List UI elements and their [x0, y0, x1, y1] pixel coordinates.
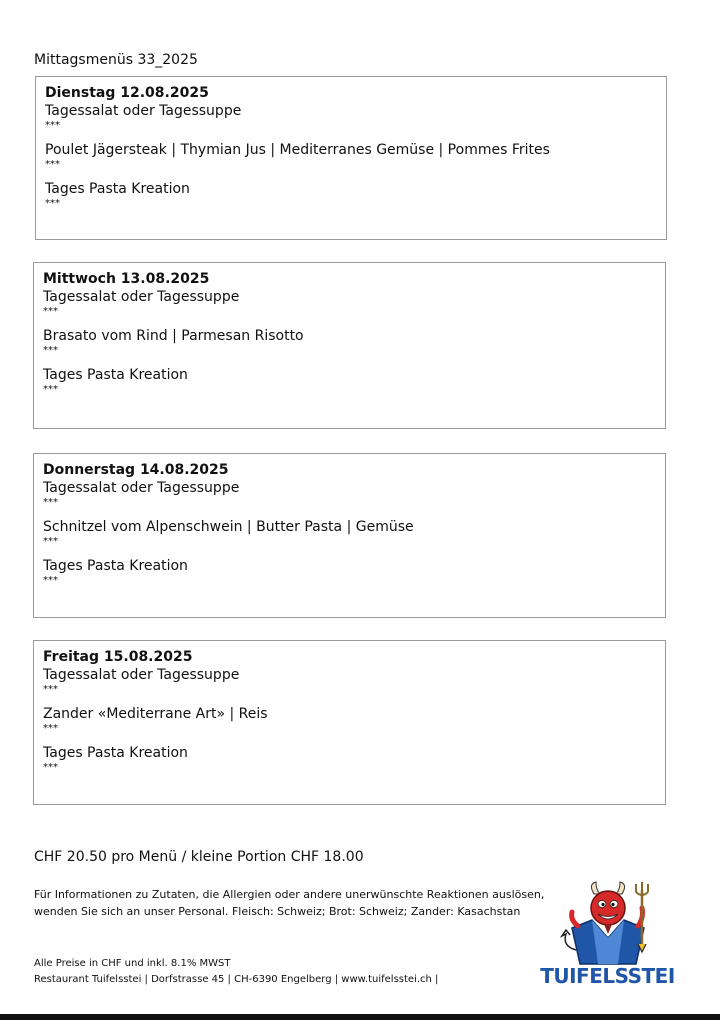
menu-line-starter: Tagessalat oder Tagessuppe: [43, 289, 240, 305]
price-info: CHF 20.50 pro Menü / kleine Portion CHF 18.00: [34, 849, 364, 865]
restaurant-logo: [540, 880, 675, 995]
devil-mascot-icon: [540, 880, 675, 966]
day-title: Freitag 15.08.2025: [43, 649, 193, 665]
day-menu-box-friday: [33, 640, 666, 805]
allergen-info: [34, 886, 554, 920]
separator: ***: [45, 120, 60, 131]
separator: ***: [45, 198, 60, 209]
menu-line-starter: Tagessalat oder Tagessuppe: [43, 480, 240, 496]
menu-line-pasta: Tages Pasta Kreation: [43, 367, 188, 383]
bottom-border: [0, 1014, 720, 1020]
page-title: Mittagsmenüs 33_2025: [34, 52, 198, 68]
separator: ***: [45, 159, 60, 170]
day-menu-box-wednesday: [33, 262, 666, 429]
day-title: Mittwoch 13.08.2025: [43, 271, 210, 287]
menu-line-pasta: Tages Pasta Kreation: [43, 745, 188, 761]
separator: ***: [43, 384, 58, 395]
allergen-info-line: Für Informationen zu Zutaten, die Allergien oder andere unerwünschte Reaktionen auslösen,: [34, 888, 545, 901]
menu-line-main: Zander «Mediterrane Art» | Reis: [43, 706, 268, 722]
separator: ***: [43, 684, 58, 695]
day-title: Dienstag 12.08.2025: [45, 85, 209, 101]
separator: ***: [43, 306, 58, 317]
footer-vat-note: Alle Preise in CHF und inkl. 8.1% MWST: [34, 958, 231, 969]
separator: ***: [43, 723, 58, 734]
menu-line-starter: Tagessalat oder Tagessuppe: [45, 103, 242, 119]
footer: [34, 956, 438, 988]
separator: ***: [43, 762, 58, 773]
separator: ***: [43, 536, 58, 547]
menu-line-starter: Tagessalat oder Tagessuppe: [43, 667, 240, 683]
separator: ***: [43, 575, 58, 586]
separator: ***: [43, 497, 58, 508]
menu-line-pasta: Tages Pasta Kreation: [45, 181, 190, 197]
logo-wordmark: TUIFELSSTEI: [540, 964, 675, 988]
allergen-info-line: wenden Sie sich an unser Personal. Fleisch: Schweiz; Brot: Schweiz; Zander: Kasachstan: [34, 905, 521, 918]
menu-line-main: Brasato vom Rind | Parmesan Risotto: [43, 328, 304, 344]
menu-line-main: Schnitzel vom Alpenschwein | Butter Pasta | Gemüse: [43, 519, 414, 535]
day-menu-box-thursday: [33, 453, 666, 618]
day-menu-box-tuesday: [35, 76, 667, 240]
footer-address: Restaurant Tuifelsstei | Dorfstrasse 45 | CH-6390 Engelberg | www.tuifelsstei.ch |: [34, 974, 439, 985]
separator: ***: [43, 345, 58, 356]
day-title: Donnerstag 14.08.2025: [43, 462, 229, 478]
menu-line-main: Poulet Jägersteak | Thymian Jus | Mediterranes Gemüse | Pommes Frites: [45, 142, 550, 158]
menu-line-pasta: Tages Pasta Kreation: [43, 558, 188, 574]
